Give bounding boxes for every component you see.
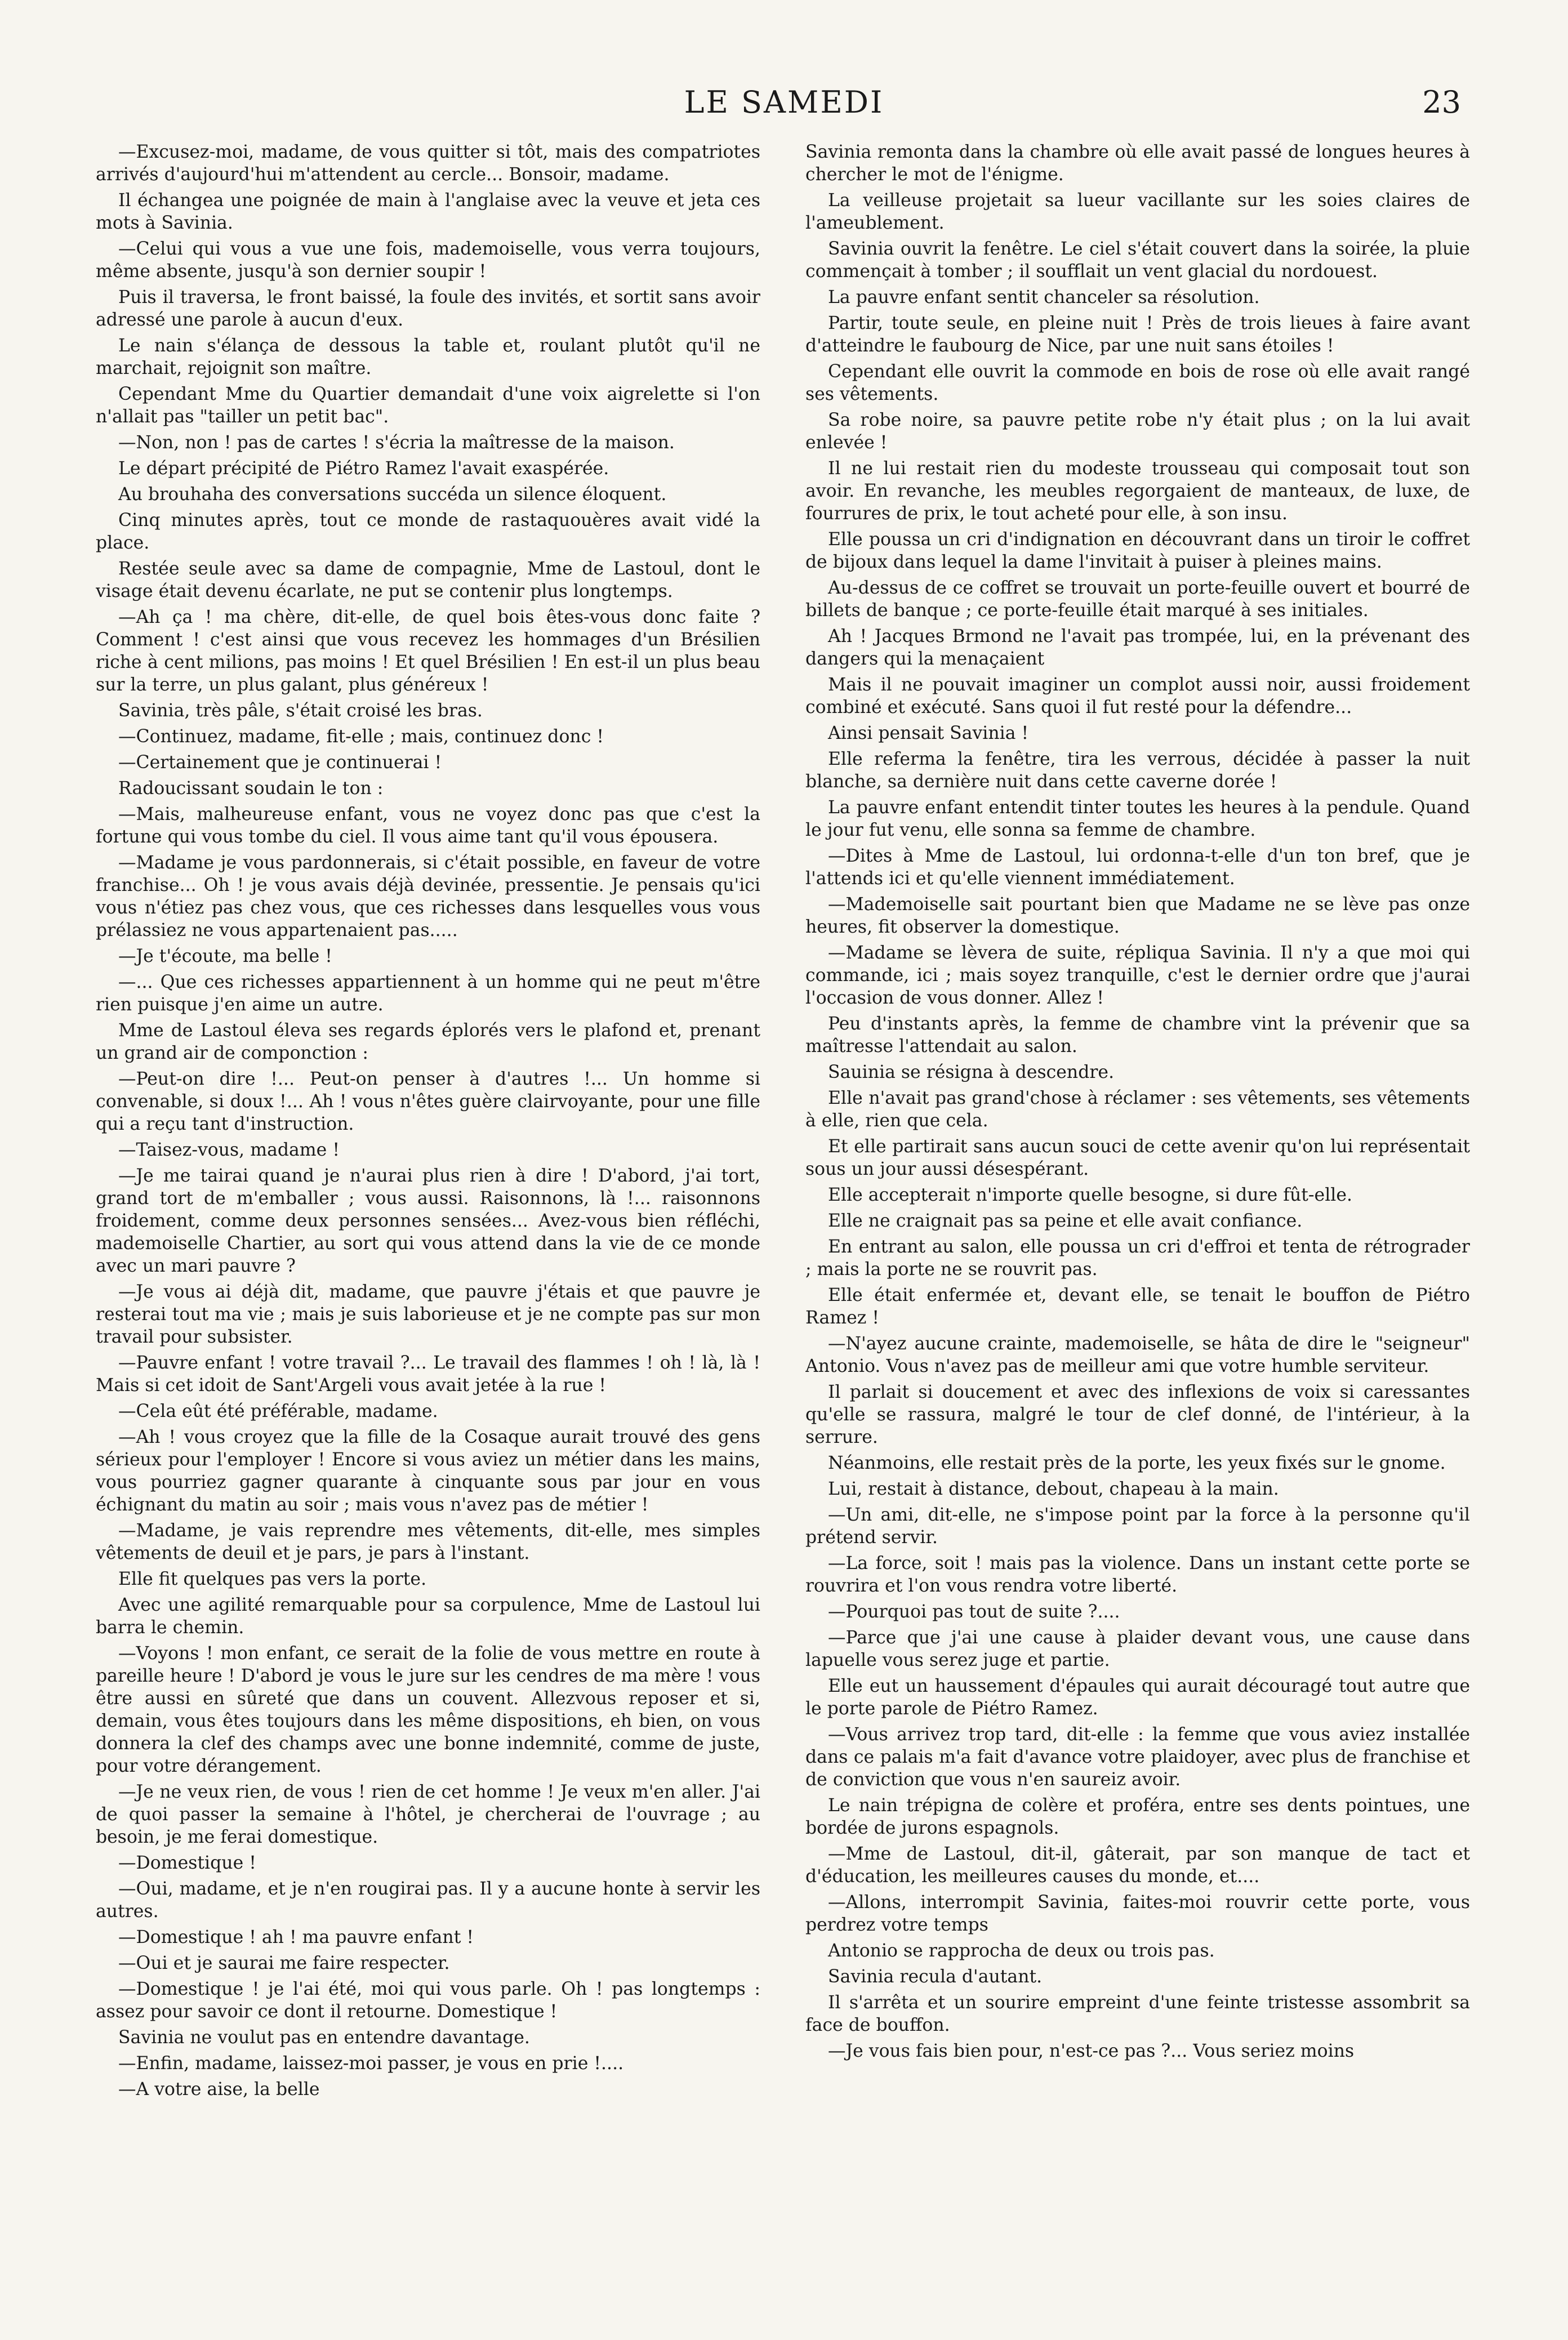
- paragraph: —Enfin, madame, laissez-moi passer, je vous en prie !....: [118, 2053, 624, 2074]
- running-head: [96, 84, 1472, 130]
- paragraph: —Je ne veux rien, de vous ! rien de cet homme ! Je veux m'en aller. J'ai de quoi passer la semaine à l'hôtel, je chercherai de l'ouvrage ; au besoin, je me ferai domestique.: [96, 1782, 760, 1847]
- paragraph: —Cela eût été préférable, madame.: [118, 1401, 438, 1421]
- paragraph: —Continuez, madame, fit-elle ; mais, continuez donc !: [118, 726, 604, 747]
- paragraph: —Voyons ! mon enfant, ce serait de la folie de vous mettre en route à pareille heure ! D'abord je vous le jure sur les cendres de ma mère ! vous être aussi en sûreté que dans un couvent. Allezvous reposer et si, demain, vous êtes toujours dans les même dispositions, eh bien, on vous donnera la clef des champs avec une bonne indemnité, comme de juste, pour votre dérangement.: [96, 1643, 760, 1776]
- paragraph: —A votre aise, la belle: [118, 2079, 320, 2100]
- paragraph: Partir, toute seule, en pleine nuit ! Près de trois lieues à faire avant d'atteindre le faubourg de Nice, par une nuit sans étoiles !: [805, 313, 1470, 356]
- paragraph: Cinq minutes après, tout ce monde de rastaquouères avait vidé la place.: [96, 510, 760, 553]
- right-column: [805, 141, 1470, 2320]
- paragraph: Elle poussa un cri d'indignation en découvrant dans un tiroir le coffret de bijoux dans lequel la dame l'invitait à puiser à pleines mains.: [805, 529, 1470, 572]
- paragraph: Elle eut un haussement d'épaules qui aurait découragé tout autre que le porte parole de Piétro Ramez.: [805, 1676, 1470, 1719]
- paragraph: Il parlait si doucement et avec des inflexions de voix si caressantes qu'elle se rassura, malgré le tour de clef donné, de l'intérieur, à la serrure.: [805, 1382, 1470, 1447]
- paragraph: Puis il traversa, le front baissé, la foule des invités, et sortit sans avoir adressé une parole à aucun d'eux.: [96, 287, 760, 330]
- paragraph: Mais il ne pouvait imaginer un complot aussi noir, aussi froidement combiné et exécuté. Sans quoi il fut resté pour la défendre...: [805, 675, 1470, 717]
- paragraph: Sa robe noire, sa pauvre petite robe n'y était plus ; on la lui avait enlevée !: [805, 410, 1470, 453]
- page-number: 23: [1422, 84, 1461, 120]
- left-column: [96, 141, 760, 2320]
- paragraph: Le départ précipité de Piétro Ramez l'avait exaspérée.: [118, 458, 609, 479]
- paragraph: Cependant Mme du Quartier demandait d'une voix aigrelette si l'on n'allait pas "tailler un petit bac".: [96, 384, 760, 427]
- paragraph: Savinia ne voulut pas en entendre davantage.: [118, 2027, 530, 2048]
- paragraph: Il s'arrêta et un sourire empreint d'une feinte tristesse assombrit sa face de bouffon.: [805, 1993, 1470, 2035]
- paragraph: Lui, restait à distance, debout, chapeau à la main.: [828, 1479, 1279, 1499]
- paragraph: —Vous arrivez trop tard, dit-elle : la femme que vous aviez installée dans ce palais m'a fait d'avance votre plaidoyer, avec plus de franchise et de conviction que vous n'en saureiz avoir.: [805, 1724, 1470, 1790]
- paragraph: —Je vous ai déjà dit, madame, que pauvre j'étais et que pauvre je resterai tout ma vie ; mais je suis laborieuse et je ne compte pas sur mon travail pour subsister.: [96, 1282, 760, 1347]
- paragraph: Et elle partirait sans aucun souci de cette avenir qu'on lui représentait sous un jour aussi désespérant.: [805, 1136, 1470, 1179]
- paragraph: Elle ne craignait pas sa peine et elle avait confiance.: [828, 1211, 1303, 1231]
- paragraph: —Certainement que je continuerai !: [118, 752, 442, 773]
- paragraph: —Allons, interrompit Savinia, faites-moi rouvrir cette porte, vous perdrez votre temps: [805, 1892, 1470, 1935]
- paragraph: La veilleuse projetait sa lueur vacillante sur les soies claires de l'ameublement.: [805, 190, 1470, 233]
- paragraph: Savinia, très pâle, s'était croisé les bras.: [118, 701, 483, 721]
- paragraph: Savinia remonta dans la chambre où elle avait passé de longues heures à chercher le mot de l'énigme.: [805, 142, 1470, 185]
- paragraph: —Excusez-moi, madame, de vous quitter si tôt, mais des compatriotes arrivés d'aujourd'hui m'attendent au cercle... Bonsoir, madame.: [96, 142, 760, 185]
- running-title: LE SAMEDI: [684, 84, 884, 120]
- paragraph: Elle était enfermée et, devant elle, se tenait le bouffon de Piétro Ramez !: [805, 1285, 1470, 1328]
- paragraph: Ah ! Jacques Brmond ne l'avait pas trompée, lui, en la prévenant des dangers qui la menaçaient: [805, 626, 1470, 669]
- paragraph: —Mme de Lastoul, dit-il, gâterait, par son manque de tact et d'éducation, les meilleures causes du monde, et....: [805, 1844, 1470, 1887]
- paragraph: Elle accepterait n'importe quelle besogne, si dure fût-elle.: [828, 1185, 1353, 1205]
- paragraph: —Pauvre enfant ! votre travail ?... Le travail des flammes ! oh ! là, là ! Mais si cet idoit de Sant'Argeli vous avait jetée à la rue !: [96, 1353, 760, 1396]
- paragraph: —Oui et je saurai me faire respecter.: [118, 1953, 450, 1973]
- paragraph: —Domestique ! ah ! ma pauvre enfant !: [118, 1927, 474, 1947]
- paragraph: —Madame je vous pardonnerais, si c'était possible, en faveur de votre franchise... Oh ! je vous avais déjà devinée, pressentie. Je pensais qu'ici vous n'étiez pas chez vous, que ces richesses dans lesquelles vous vous prélassiez ne vous appartenaient pas.....: [96, 853, 760, 941]
- paragraph: —Ah ça ! ma chère, dit-elle, de quel bois êtes-vous donc faite ? Comment ! c'est ainsi que vous recevez les hommages d'un Brésilien riche à cent milions, pas moins ! Et quel Brésilien ! En est-il un plus beau sur la terre, un plus galant, plus généreux !: [96, 607, 760, 695]
- paragraph: —... Que ces richesses appartiennent à un homme qui ne peut m'être rien puisque j'en aime un autre.: [96, 972, 760, 1015]
- paragraph: —Oui, madame, et je n'en rougirai pas. Il y a aucune honte à servir les autres.: [96, 1879, 760, 1922]
- paragraph: Elle referma la fenêtre, tira les verrous, décidée à passer la nuit blanche, sa dernière nuit dans cette caverne dorée !: [805, 749, 1470, 792]
- paragraph: —Dites à Mme de Lastoul, lui ordonna-t-elle d'un ton bref, que je l'attends ici et qu'elle viennent immédiatement.: [805, 846, 1470, 889]
- paragraph: Sauinia se résigna à descendre.: [828, 1062, 1115, 1082]
- paragraph: —Parce que j'ai une cause à plaider devant vous, une cause dans lapuelle vous serez juge et partie.: [805, 1628, 1470, 1670]
- paragraph: —Pourquoi pas tout de suite ?....: [828, 1602, 1120, 1622]
- paragraph: Antonio se rapprocha de deux ou trois pas.: [828, 1941, 1215, 1961]
- paragraph: Radoucissant soudain le ton :: [118, 778, 384, 799]
- paragraph: Cependant elle ouvrit la commode en bois de rose où elle avait rangé ses vêtements.: [805, 362, 1470, 404]
- paragraph: Au brouhaha des conversations succéda un silence éloquent.: [118, 484, 667, 505]
- paragraph: Il échangea une poignée de main à l'anglaise avec la veuve et jeta ces mots à Savinia.: [96, 190, 760, 233]
- paragraph: —Madame, je vais reprendre mes vêtements, dit-elle, mes simples vêtements de deuil et je pars, je pars à l'instant.: [96, 1521, 760, 1563]
- paragraph: En entrant au salon, elle poussa un cri d'effroi et tenta de rétrograder ; mais la porte ne se rouvrit pas.: [805, 1237, 1470, 1280]
- paragraph: Peu d'instants après, la femme de chambre vint la prévenir que sa maîtresse l'attendait au salon.: [805, 1014, 1470, 1057]
- paragraph: Au-dessus de ce coffret se trouvait un porte-feuille ouvert et bourré de billets de banque ; ce porte-feuille était marqué à ses initiales.: [805, 578, 1470, 621]
- paragraph: Le nain trépigna de colère et proféra, entre ses dents pointues, une bordée de jurons espagnols.: [805, 1795, 1470, 1838]
- paragraph: —Madame se lèvera de suite, répliqua Savinia. Il n'y a que moi qui commande, ici ; mais soyez tranquille, c'est le dernier ordre que j'aurai l'occasion de vous donner. Allez !: [805, 943, 1470, 1008]
- paragraph: —Ah ! vous croyez que la fille de la Cosaque aurait trouvé des gens sérieux pour l'employer ! Encore si vous aviez un métier dans les mains, vous pourriez gagner quarante à cinquante sous par jour en vous échignant du matin au soir ; mais vous n'avez pas de métier !: [96, 1427, 760, 1515]
- paragraph: —Je vous fais bien pour, n'est-ce pas ?... Vous seriez moins: [828, 2041, 1355, 2061]
- paragraph: —Domestique !: [118, 1853, 256, 1873]
- paragraph: —La force, soit ! mais pas la violence. Dans un instant cette porte se rouvrira et l'on vous rendra votre liberté.: [805, 1553, 1470, 1596]
- paragraph: La pauvre enfant sentit chanceler sa résolution.: [828, 287, 1260, 307]
- paragraph: —Non, non ! pas de cartes ! s'écria la maîtresse de la maison.: [118, 433, 675, 453]
- paragraph: Elle n'avait pas grand'chose à réclamer : ses vêtements, ses vêtements à elle, rien que cela.: [805, 1088, 1470, 1131]
- paragraph: —Mademoiselle sait pourtant bien que Madame ne se lève pas onze heures, fit observer la domestique.: [805, 894, 1470, 937]
- paragraph: —Celui qui vous a vue une fois, mademoiselle, vous verra toujours, même absente, jusqu'à son dernier soupir !: [96, 239, 760, 282]
- paragraph: —Je me tairai quand je n'aurai plus rien à dire ! D'abord, j'ai tort, grand tort de m'emballer ; vous aussi. Raisonnons, là !... raisonnons froidement, comme deux personnes sensées... Avez-vous bien réfléchi, mademoiselle Chartier, au sort qui vous attend dans la vie de ce monde avec un mari pauvre ?: [96, 1166, 760, 1276]
- paragraph: Il ne lui restait rien du modeste trousseau qui composait tout son avoir. En revanche, les meubles regorgaient de manteaux, de luxe, de fourrures de prix, le tout acheté pour elle, à son insu.: [805, 458, 1470, 524]
- paragraph: Ainsi pensait Savinia !: [828, 723, 1029, 743]
- paragraph: —Domestique ! je l'ai été, moi qui vous parle. Oh ! pas longtemps : assez pour savoir ce dont il retourne. Domestique !: [96, 1979, 760, 2022]
- paragraph: Savinia ouvrit la fenêtre. Le ciel s'était couvert dans la soirée, la pluie commençait à tomber ; il soufflait un vent glacial du nordouest.: [805, 239, 1470, 282]
- paragraph: —Peut-on dire !... Peut-on penser à d'autres !... Un homme si convenable, si doux !... Ah ! vous n'êtes guère clairvoyante, pour une fille qui a reçu tant d'instruction.: [96, 1069, 760, 1134]
- paragraph: Mme de Lastoul éleva ses regards éplorés vers le plafond et, prenant un grand air de componction :: [96, 1020, 760, 1063]
- paragraph: Savinia recula d'autant.: [828, 1967, 1043, 1987]
- paragraph: —N'ayez aucune crainte, mademoiselle, se hâta de dire le "seigneur" Antonio. Vous n'avez pas de meilleur ami que votre humble serviteur.: [805, 1334, 1470, 1376]
- paragraph: —Je t'écoute, ma belle !: [118, 946, 332, 966]
- paragraph: Restée seule avec sa dame de compagnie, Mme de Lastoul, dont le visage était devenu écarlate, ne put se contenir plus longtemps.: [96, 559, 760, 601]
- paragraph: Avec une agilité remarquable pour sa corpulence, Mme de Lastoul lui barra le chemin.: [96, 1595, 760, 1638]
- paragraph: Le nain s'élança de dessous la table et, roulant plutôt qu'il ne marchait, rejoignit son maître.: [96, 336, 760, 378]
- paragraph: Néanmoins, elle restait près de la porte, les yeux fixés sur le gnome.: [828, 1453, 1446, 1473]
- paragraph: —Un ami, dit-elle, ne s'impose point par la force à la personne qu'il prétend servir.: [805, 1505, 1470, 1548]
- paragraph: —Taisez-vous, madame !: [118, 1140, 340, 1160]
- paragraph: —Mais, malheureuse enfant, vous ne voyez donc pas que c'est la fortune qui vous tombe du ciel. Il vous aime tant qu'il vous épousera.: [96, 804, 760, 847]
- paragraph: La pauvre enfant entendit tinter toutes les heures à la pendule. Quand le jour fut venu, elle sonna sa femme de chambre.: [805, 797, 1470, 840]
- paragraph: Elle fit quelques pas vers la porte.: [118, 1569, 427, 1589]
